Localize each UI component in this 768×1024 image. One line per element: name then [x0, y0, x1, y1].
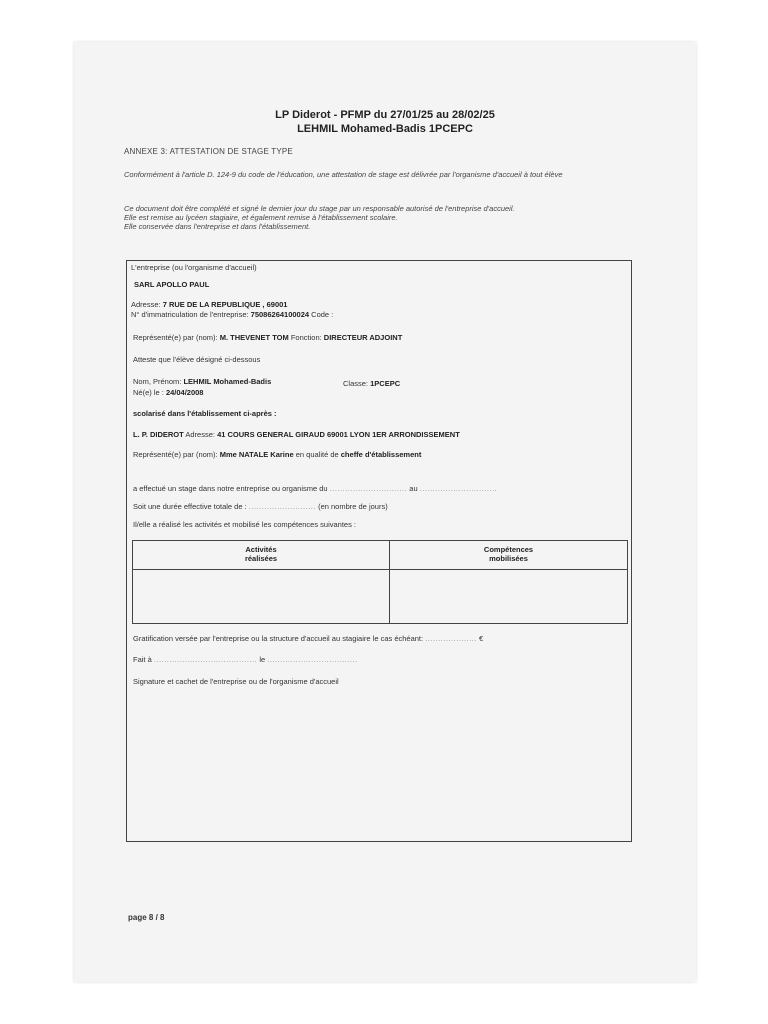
fait-label: Fait à	[133, 655, 152, 664]
etab-adresse-label: Adresse:	[185, 430, 215, 439]
etab-representant-row	[133, 450, 421, 459]
duree-unit: (en nombre de jours)	[318, 502, 388, 511]
gratification-row	[133, 634, 483, 643]
nom-label: Nom, Prénom:	[133, 377, 182, 386]
entreprise-label: L'entreprise (ou l'organisme d'accueil)	[131, 263, 257, 272]
immat-label: N° d'immatriculation de l'entreprise:	[131, 310, 249, 319]
note-2: Elle est remise au lycéen stagiaire, et également remise à l'établissement scolaire.	[124, 213, 398, 222]
nom-row	[133, 377, 271, 386]
nom-value: LEHMIL Mohamed-Badis	[183, 377, 272, 386]
du-field[interactable]: ..............................	[329, 484, 408, 493]
etab-qualite-label: en qualité de	[295, 450, 339, 459]
ne-label: Né(e) le :	[133, 388, 164, 397]
classe-value: 1PCEPC	[370, 379, 401, 388]
notes-block	[124, 204, 644, 231]
adresse-row	[131, 300, 287, 309]
col-activites-line1: Activités	[245, 545, 277, 554]
atteste-text: Atteste que l'élève désigné ci-dessous	[133, 355, 261, 364]
intro-paragraph: Conformément à l'article D. 124-9 du code de l'éducation, une attestation de stage est délivrée par l'organisme d'accueil à tout élève	[124, 170, 563, 179]
etab-rep-value: Mme NATALE Karine	[219, 450, 294, 459]
col-competences-line1: Compétences	[483, 545, 534, 554]
annexe-title: ANNEXE 3: ATTESTATION DE STAGE TYPE	[124, 147, 293, 156]
page-number: page 8 / 8	[128, 913, 165, 922]
etab-name: L. P. DIDEROT	[133, 430, 184, 439]
etablissement-row	[133, 430, 460, 439]
fait-row	[133, 655, 358, 664]
col-competences-line2: mobilisées	[489, 554, 528, 563]
note-3: Elle conservée dans l'entreprise et dans l'établissement.	[124, 222, 311, 231]
fait-field[interactable]: ........................................	[153, 655, 258, 664]
col-competences-header	[390, 545, 627, 563]
gratification-field[interactable]: ....................	[425, 634, 477, 643]
duree-field[interactable]: ..........................	[248, 502, 316, 511]
col-activites-header	[133, 545, 389, 563]
naissance-row	[133, 388, 203, 397]
immatriculation-row	[131, 310, 333, 319]
ne-value: 24/04/2008	[165, 388, 204, 397]
adresse-value: 7 RUE DE LA REPUBLIQUE , 69001	[162, 300, 288, 309]
duree-label: Soit une durée effective totale de :	[133, 502, 247, 511]
classe-label: Classe:	[343, 379, 369, 388]
au-field[interactable]: ..............................	[419, 484, 498, 493]
represente-value: M. THEVENET TOM	[219, 333, 289, 342]
signature-label: Signature et cachet de l'entreprise ou de l'organisme d'accueil	[133, 677, 339, 686]
fonction-label: Fonction:	[290, 333, 322, 342]
etab-adresse-value: 41 COURS GENERAL GIRAUD 69001 LYON 1ER ARRONDISSEMENT	[217, 430, 460, 439]
activites-competences-table	[132, 540, 628, 624]
scolarise-text: scolarisé dans l'établissement ci-après :	[133, 409, 277, 418]
le-label: le	[259, 655, 266, 664]
representant-row	[133, 333, 402, 342]
gratification-label: Gratification versée par l'entreprise ou la structure d'accueil au stagiaire le cas échéant:	[133, 634, 424, 643]
note-1: Ce document doit être complété et signé le dernier jour du stage par un responsable autorisé de l'entreprise d'accueil.	[124, 204, 515, 213]
header-line-1: LP Diderot - PFMP du 27/01/25 au 28/02/25	[275, 109, 495, 121]
au-label: au	[409, 484, 418, 493]
currency-sign: €	[478, 634, 484, 643]
header-line-2: LEHMIL Mohamed-Badis 1PCEPC	[297, 123, 473, 135]
le-field[interactable]: ...................................	[267, 655, 358, 664]
etab-rep-label: Représenté(e) par (nom):	[133, 450, 218, 459]
fonction-value: DIRECTEUR ADJOINT	[323, 333, 403, 342]
activites-intro: Il/elle a réalisé les activités et mobilisé les compétences suivantes :	[133, 520, 357, 529]
stage-label: a effectué un stage dans notre entreprise ou organisme	[133, 484, 318, 493]
du-label: du	[319, 484, 328, 493]
entreprise-name: SARL APOLLO PAUL	[134, 280, 210, 289]
etab-qualite-value: cheffe d'établissement	[340, 450, 422, 459]
stage-row	[133, 484, 497, 493]
immat-value: 75086264100024	[250, 310, 310, 319]
classe-row	[343, 379, 400, 388]
duree-row	[133, 502, 388, 511]
col-activites-line2: réalisées	[244, 554, 278, 563]
code-label: Code :	[311, 310, 334, 319]
represente-label: Représenté(e) par (nom):	[133, 333, 218, 342]
document-header	[74, 108, 696, 136]
adresse-label: Adresse:	[131, 300, 161, 309]
